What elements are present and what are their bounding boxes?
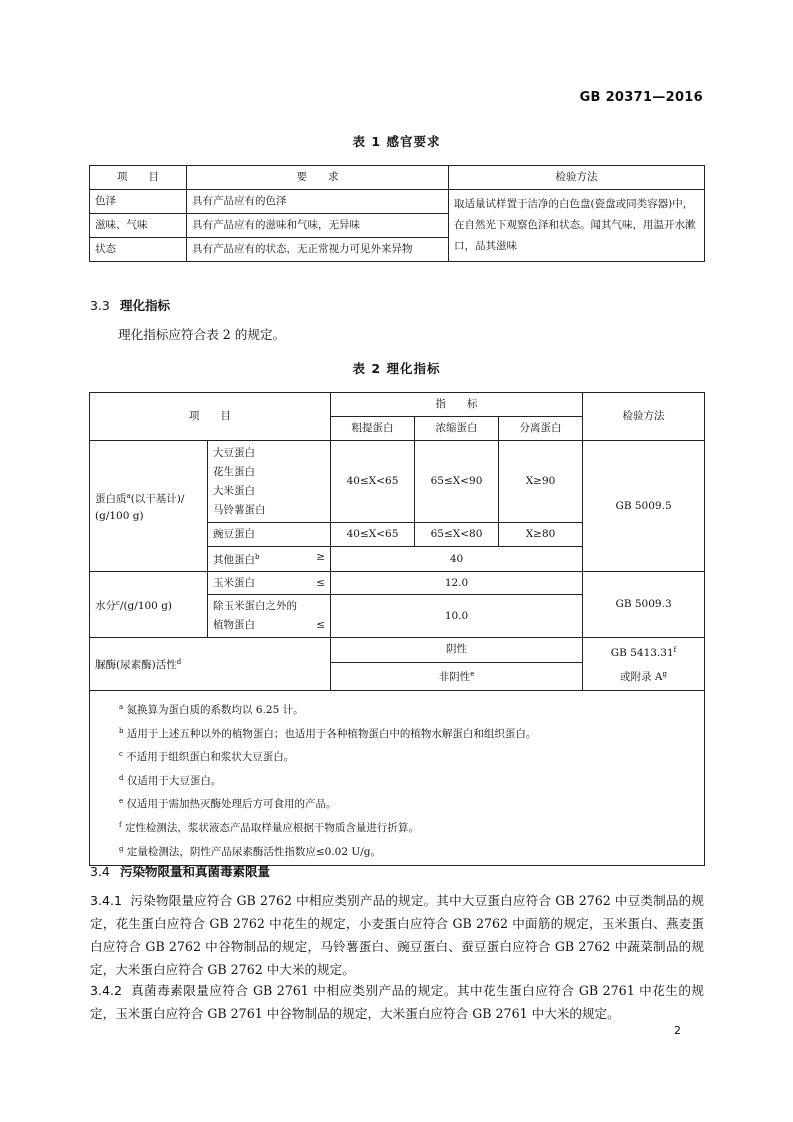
row-item: 状态 bbox=[90, 238, 187, 262]
pea-protein: 豌豆蛋白 bbox=[208, 523, 331, 547]
urease-label: 脲酶(尿素酶)活性$^d$ bbox=[90, 638, 331, 691]
paragraph-3-4-1 bbox=[90, 889, 704, 981]
section-number: 3.4 bbox=[90, 864, 110, 879]
standard-number: GB 20371—2016 bbox=[579, 90, 703, 105]
table-cell: 阴性 bbox=[331, 638, 583, 663]
col-header-concentrate: 浓缩蛋白 bbox=[415, 417, 499, 441]
row-requirement: 具有产品应有的色泽 bbox=[187, 190, 449, 214]
section-3-3-heading bbox=[90, 296, 170, 314]
table-cell: 12.0 bbox=[331, 572, 583, 595]
table1-caption: 表 1 感官要求 bbox=[352, 134, 441, 149]
footnote: $^e$ 仅适用于需加热灭酶处理后方可食用的产品。 bbox=[119, 797, 337, 811]
col-header-index: 指 标 bbox=[331, 393, 583, 417]
footnote: $^d$ 仅适用于大豆蛋白。 bbox=[119, 773, 222, 787]
table-cell: X≥80 bbox=[499, 523, 583, 547]
footnotes-row bbox=[90, 691, 705, 866]
physicochemical-table bbox=[89, 392, 705, 866]
section-3-4-heading bbox=[90, 862, 270, 880]
footnote: $^c$ 不适用于组织蛋白和浆状大豆蛋白。 bbox=[119, 750, 295, 764]
water-method: GB 5009.3 bbox=[583, 572, 705, 638]
table-row bbox=[90, 190, 705, 214]
table-footnotes bbox=[90, 691, 705, 866]
other-protein: 其他蛋白$^b$ ≥ bbox=[208, 547, 331, 572]
table-row bbox=[90, 441, 705, 523]
paragraph-3-4-2 bbox=[90, 979, 704, 1025]
protein-group1: 大豆蛋白 花生蛋白 大米蛋白 马铃薯蛋白 bbox=[208, 441, 331, 523]
table2-caption: 表 2 理化指标 bbox=[352, 361, 441, 376]
table-cell: 40≤X<65 bbox=[331, 441, 415, 523]
urease-method: GB 5413.31$^f$ 或附录 $A^g$ bbox=[583, 638, 705, 691]
footnote: $^a$ 氮换算为蛋白质的系数均以 6.25 计。 bbox=[119, 703, 304, 716]
section-number: 3.3 bbox=[90, 298, 110, 313]
footnote: $^f$ 定性检测法，浆状液态产品取样量应根据干物质含量进行折算。 bbox=[119, 820, 419, 834]
clause-text: 真菌毒素限量应符合 GB 2761 中相应类别产品的规定。其中花生蛋白应符合 GB 2761 中花生的规定，玉米蛋白应符合 GB 2761 中谷物制品的规定，大米蛋白应符合 GB 2761 中大米的规定。 bbox=[90, 983, 704, 1021]
col-header-method: 检验方法 bbox=[449, 166, 705, 190]
table-row bbox=[90, 572, 705, 595]
col-header-requirement: 要 求 bbox=[187, 166, 449, 190]
inspection-method: 取适量试样置于洁净的白色盘(瓷盘或同类容器)中，在自然光下观察色泽和状态。闻其气味，用温开水漱口，品其滋味 bbox=[449, 190, 705, 262]
table-row bbox=[90, 638, 705, 663]
non-corn-protein: 除玉米蛋白之外的 植物蛋白 ≤ bbox=[208, 595, 331, 638]
clause-number: 3.4.2 bbox=[90, 983, 123, 998]
page-number: 2 bbox=[674, 1024, 681, 1037]
protein-method: GB 5009.5 bbox=[583, 441, 705, 572]
section-title: 理化指标 bbox=[120, 298, 171, 313]
corn-protein: 玉米蛋白 ≤ bbox=[208, 572, 331, 595]
row-requirement: 具有产品应有的状态，无正常视力可见外来异物 bbox=[187, 238, 449, 262]
water-label: 水分$^c$/(g/100 g) bbox=[90, 572, 208, 638]
footnote: $^b$ 适用于上述五种以外的植物蛋白；也适用于各种植物蛋白中的植物水解蛋白和组织蛋白。 bbox=[119, 726, 537, 740]
clause-text: 污染物限量应符合 GB 2762 中相应类别产品的规定。其中大豆蛋白应符合 GB 2762 中豆类制品的规定，花生蛋白应符合 GB 2762 中花生的规定，小麦蛋白应符合 GB 2762 中面筋的规定，玉米蛋白、燕麦蛋白应符合 GB 2762 中谷物制品的规定，马铃薯蛋白、豌豆蛋白、蚕豆蛋白应符合 GB 2762 中蔬菜制品的规定，大米蛋白应符合 GB 2762 中大米的规定。 bbox=[90, 893, 704, 977]
table-cell: 40 bbox=[331, 547, 583, 572]
table-cell: X≥90 bbox=[499, 441, 583, 523]
col-header-method: 检验方法 bbox=[583, 393, 705, 441]
table-cell: 10.0 bbox=[331, 595, 583, 638]
table-header-row bbox=[90, 393, 705, 417]
col-header-item: 项 目 bbox=[90, 393, 331, 441]
footnote: $^g$ 定量检测法，阴性产品尿素酶活性指数应≤0.02 U/g。 bbox=[119, 844, 381, 858]
table-cell: 65≤X<80 bbox=[415, 523, 499, 547]
table-cell: 40≤X<65 bbox=[331, 523, 415, 547]
row-item: 滋味、气味 bbox=[90, 214, 187, 238]
table-header-row bbox=[90, 166, 705, 190]
sensory-requirements-table bbox=[89, 165, 705, 262]
col-header-item: 项 目 bbox=[90, 166, 187, 190]
clause-number: 3.4.1 bbox=[90, 893, 123, 908]
protein-label: 蛋白质$^a$(以干基计)/ (g/100 g) bbox=[90, 441, 208, 572]
row-requirement: 具有产品应有的滋味和气味，无异味 bbox=[187, 214, 449, 238]
col-header-crude: 粗提蛋白 bbox=[331, 417, 415, 441]
table-cell: 65≤X<90 bbox=[415, 441, 499, 523]
col-header-isolate: 分离蛋白 bbox=[499, 417, 583, 441]
row-item: 色泽 bbox=[90, 190, 187, 214]
table-cell: 非阴性$^e$ bbox=[331, 662, 583, 690]
section-3-3-text: 理化指标应符合表 2 的规定。 bbox=[118, 327, 286, 342]
section-title: 污染物限量和真菌毒素限量 bbox=[120, 864, 271, 879]
